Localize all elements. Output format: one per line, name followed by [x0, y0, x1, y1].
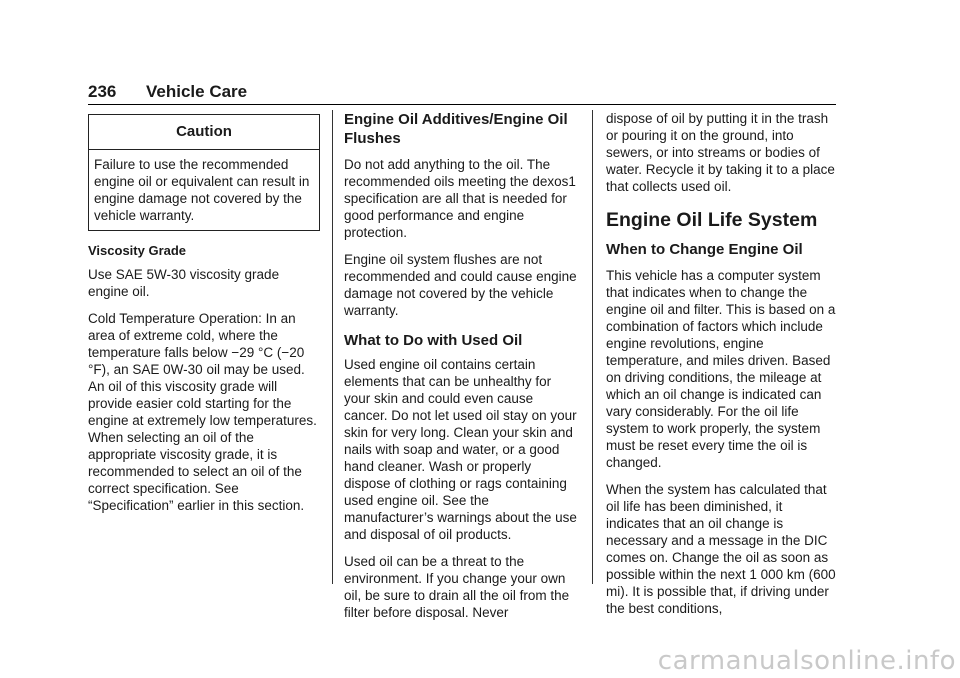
additives-paragraph: Do not add anything to the oil. The recommended oils meeting the dexos1 specification are all that is needed for good performance and engine protection.	[344, 157, 576, 240]
when-change-heading: When to Change Engine Oil	[606, 241, 803, 258]
oil-change-paragraph: When the system has calculated that oil life has been diminished, it indicates that an oil change is necessary and a message in the DIC comes on. Change the oil as soon as possible within the next 1 000 km (600 mi). It is possible that, if driving under the best conditions,	[606, 482, 836, 616]
cold-temp-paragraph: Cold Temperature Operation: In an area of extreme cold, where the temperature falls below −29 °C (−20 °F), an SAE 0W-30 oil may be used. An oil of this viscosity grade will provide easier cold starting for the engine at extremely low temperatures. When selecting an oil of the appropriate viscosity grade, it is recommended to select an oil of the correct specification. See “Specification” earlier in this section.	[88, 311, 317, 513]
oil-life-paragraph: This vehicle has a computer system that indicates when to change the engine oil and filter. This is based on a combination of factors which include engine revolutions, engine temperature, and miles driven. Based on driving conditions, the mileage at which an oil change is indicated can vary considerably. For the oil life system to work properly, the system must be reset every time the oil is changed.	[606, 268, 836, 470]
caution-title: Caution	[89, 115, 319, 150]
watermark: carmanualsonline.info	[657, 646, 956, 676]
continued-paragraph: dispose of oil by putting it in the trash or pouring it on the ground, into sewers, or into streams or bodies of water. Recycle it by taking it to a place that collects used oil.	[606, 111, 835, 194]
used-oil-heading: What to Do with Used Oil	[344, 332, 523, 349]
oil-life-heading: Engine Oil Life System	[606, 209, 818, 231]
column-middle	[344, 110, 580, 631]
column-divider	[332, 110, 333, 584]
page-header	[88, 80, 836, 105]
additives-heading: Engine Oil Additives/Engine Oil Flushes	[344, 111, 568, 147]
column-left	[88, 110, 320, 524]
flushes-paragraph: Engine oil system flushes are not recommended and could cause engine damage not covered by the vehicle warranty.	[344, 252, 577, 318]
column-divider	[592, 110, 593, 584]
viscosity-heading: Viscosity Grade	[88, 243, 187, 258]
used-oil-paragraph: Used engine oil contains certain elements that can be unhealthy for your skin and could even cause cancer. Do not let used oil stay on your skin for very long. Clean your skin and nails with soap and water, or a good hand cleaner. Wash or properly dispose of clothing or rags containing used engine oil. See the manufacturer’s warnings about the use and disposal of oil products.	[344, 357, 577, 542]
caution-body: Failure to use the recommended engine oil or equivalent can result in engine damage not covered by the vehicle warranty.	[94, 157, 310, 223]
column-right	[606, 110, 838, 627]
caution-box	[88, 114, 320, 231]
viscosity-paragraph: Use SAE 5W-30 viscosity grade engine oil.	[88, 267, 280, 299]
environment-paragraph: Used oil can be a threat to the environment. If you change your own oil, be sure to drain all the oil from the filter before disposal. Never	[344, 554, 570, 620]
section-title: Vehicle Care	[146, 82, 248, 101]
page-number: 236	[88, 82, 117, 101]
